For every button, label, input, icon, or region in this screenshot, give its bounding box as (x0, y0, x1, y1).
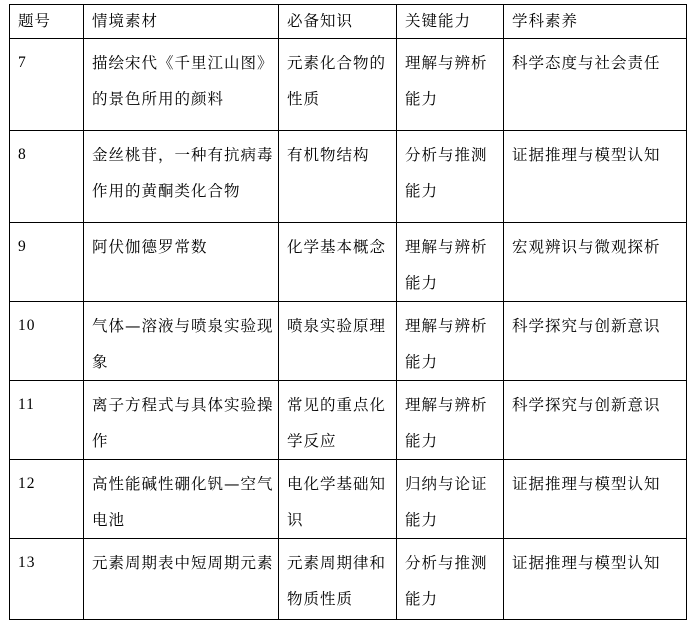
key-ability: 理解与辨析能力 (405, 396, 488, 450)
header-subject-literacy: 学科素养 (504, 5, 687, 39)
table-row (10, 223, 687, 302)
context-material: 金丝桃苷，一种有抗病毒作用的黄酮类化合物 (92, 146, 274, 200)
question-number: 12 (18, 475, 36, 492)
key-ability: 理解与辨析能力 (405, 317, 488, 371)
question-number: 11 (18, 396, 35, 413)
key-ability: 理解与辨析能力 (405, 54, 488, 108)
question-number: 13 (18, 554, 36, 571)
header-question-number: 题号 (10, 5, 84, 39)
question-number: 9 (18, 238, 27, 255)
context-material: 元素周期表中短周期元素 (92, 554, 274, 572)
subject-literacy: 科学探究与创新意识 (512, 317, 661, 335)
essential-knowledge: 常见的重点化学反应 (287, 396, 387, 450)
key-ability: 理解与辨析能力 (405, 238, 488, 292)
essential-knowledge: 化学基本概念 (287, 238, 387, 256)
header-key-ability: 关键能力 (397, 5, 504, 39)
context-material: 描绘宋代《千里江山图》的景色所用的颜料 (92, 54, 274, 108)
key-ability: 分析与推测能力 (405, 146, 488, 200)
question-number: 8 (18, 146, 27, 163)
table-row (10, 131, 687, 223)
subject-literacy: 证据推理与模型认知 (512, 475, 661, 493)
essential-knowledge: 元素化合物的性质 (287, 54, 387, 108)
table-row (10, 39, 687, 131)
question-number: 10 (18, 317, 36, 334)
question-number: 7 (18, 54, 27, 71)
analysis-table (9, 4, 687, 620)
subject-literacy: 科学态度与社会责任 (512, 54, 661, 72)
table-row (10, 460, 687, 539)
key-ability: 分析与推测能力 (405, 554, 488, 608)
context-material: 阿伏伽德罗常数 (92, 238, 208, 256)
table-row (10, 381, 687, 460)
subject-literacy: 科学探究与创新意识 (512, 396, 661, 414)
essential-knowledge: 电化学基础知识 (287, 475, 387, 529)
context-material: 气体—溶液与喷泉实验现象 (92, 317, 274, 371)
subject-literacy: 宏观辨识与微观探析 (512, 238, 661, 256)
table-row (10, 539, 687, 620)
essential-knowledge: 元素周期律和物质性质 (287, 554, 387, 608)
table-row (10, 302, 687, 381)
header-context-material: 情境素材 (84, 5, 279, 39)
key-ability: 归纳与论证能力 (405, 475, 488, 529)
context-material: 高性能碱性硼化钒—空气电池 (92, 475, 274, 529)
essential-knowledge: 喷泉实验原理 (287, 317, 387, 335)
header-essential-knowledge: 必备知识 (279, 5, 397, 39)
essential-knowledge: 有机物结构 (287, 146, 370, 164)
context-material: 离子方程式与具体实验操作 (92, 396, 274, 450)
subject-literacy: 证据推理与模型认知 (512, 146, 661, 164)
subject-literacy: 证据推理与模型认知 (512, 554, 661, 572)
table-header-row (10, 5, 687, 39)
